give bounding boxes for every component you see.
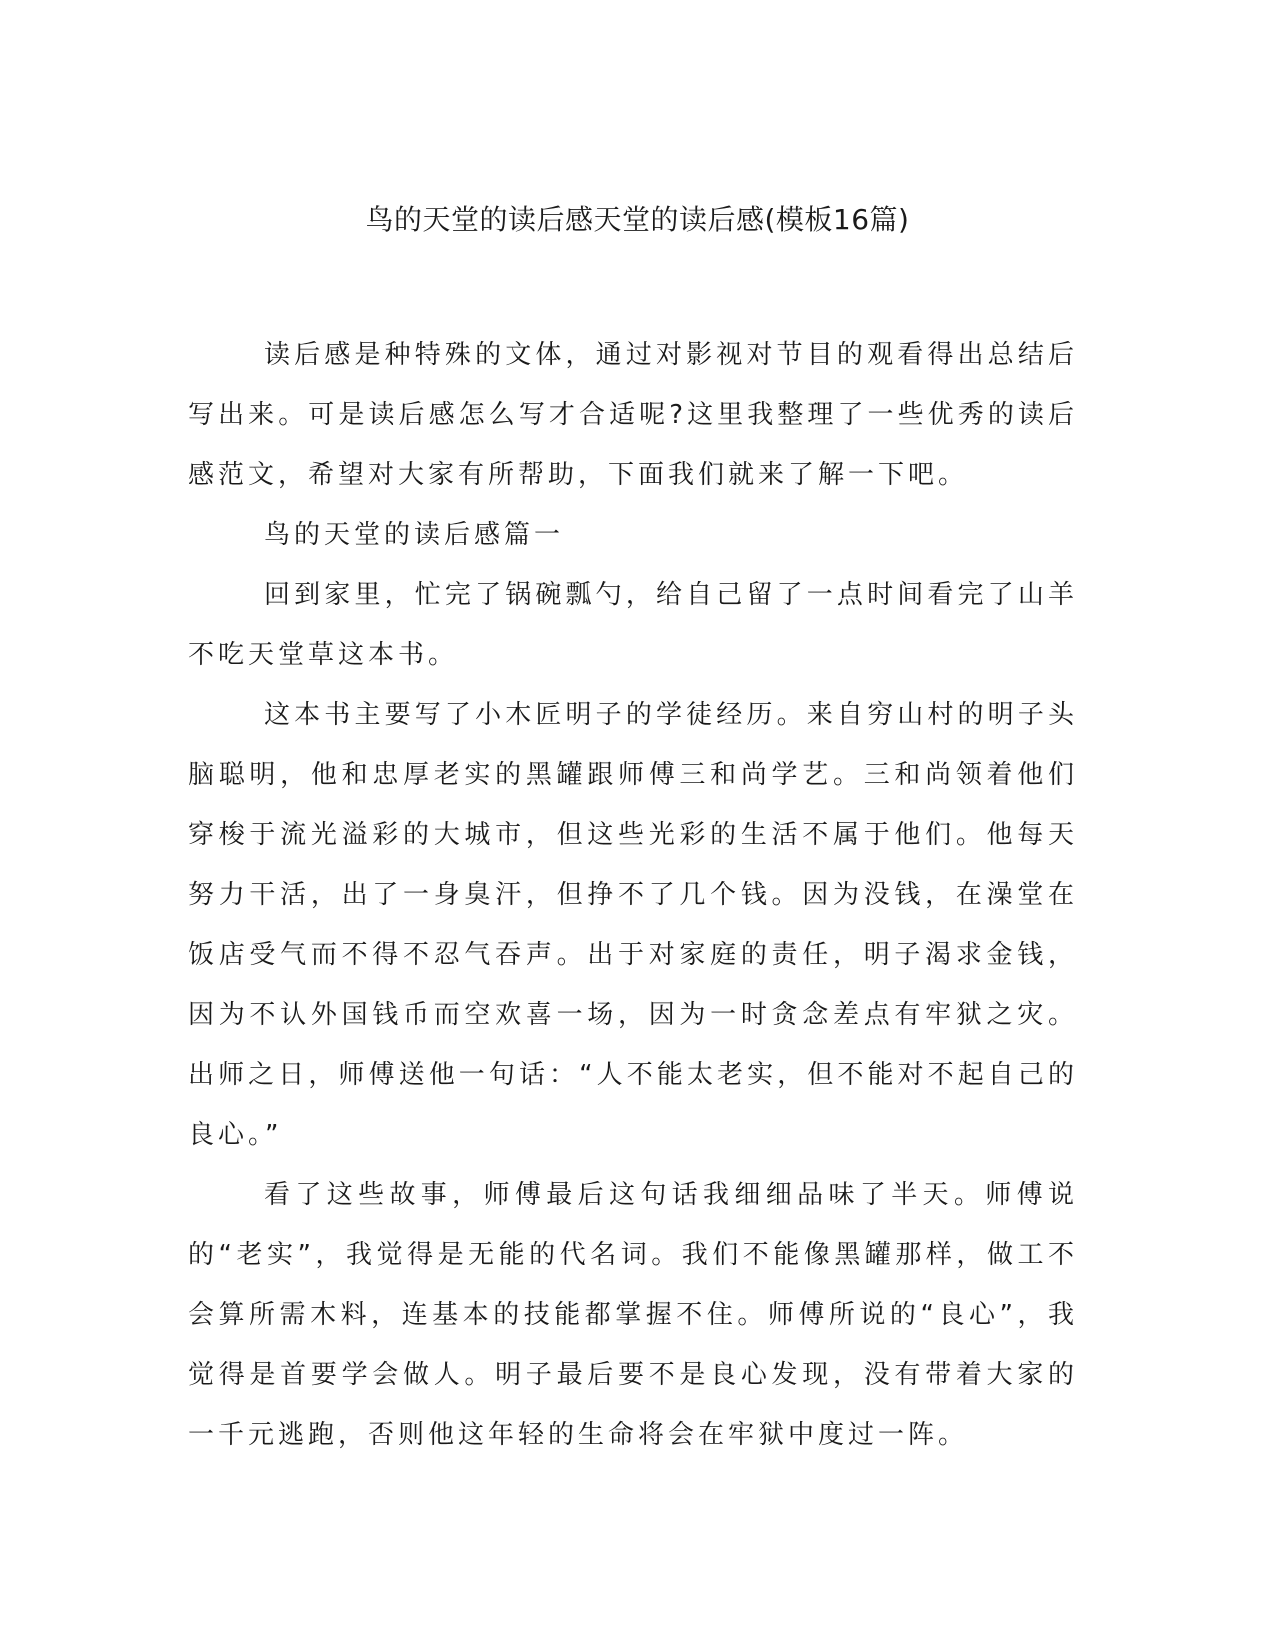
body-paragraph: 回到家里，忙完了锅碗瓢勺，给自己留了一点时间看完了山羊不吃天堂草这本书。 — [188, 580, 1078, 670]
document-title: 鸟的天堂的读后感天堂的读后感(模板16篇) — [365, 203, 910, 236]
body-paragraph: 这本书主要写了小木匠明子的学徒经历。来自穷山村的明子头脑聪明，他和忠厚老实的黑罐跟师傅三和尚学艺。三和尚领着他们穿梭于流光溢彩的大城市，但这些光彩的生活不属于他们。他每天努力干活，出了一身臭汗，但挣不了几个钱。因为没钱，在澡堂在饭店受气而不得不忍气吞声。出于对家庭的责任，明子渴求金钱，因为不认外国钱币而空欢喜一场，因为一时贪念差点有牢狱之灾。出师之日，师傅送他一句话：“人不能太老实，但不能对不起自己的良心。” — [188, 700, 1078, 1150]
section-heading: 鸟的天堂的读后感篇一 — [264, 520, 565, 550]
document-body — [188, 325, 1078, 1465]
intro-paragraph: 读后感是种特殊的文体，通过对影视对节目的观看得出总结后写出来。可是读后感怎么写才合适呢?这里我整理了一些优秀的读后感范文，希望对大家有所帮助，下面我们就来了解一下吧。 — [188, 340, 1078, 490]
body-paragraph: 看了这些故事，师傅最后这句话我细细品味了半天。师傅说的“老实”，我觉得是无能的代名词。我们不能像黑罐那样，做工不会算所需木料，连基本的技能都掌握不住。师傅所说的“良心”，我觉得是首要学会做人。明子最后要不是良心发现，没有带着大家的一千元逃跑，否则他这年轻的生命将会在牢狱中度过一阵。 — [188, 1180, 1078, 1450]
